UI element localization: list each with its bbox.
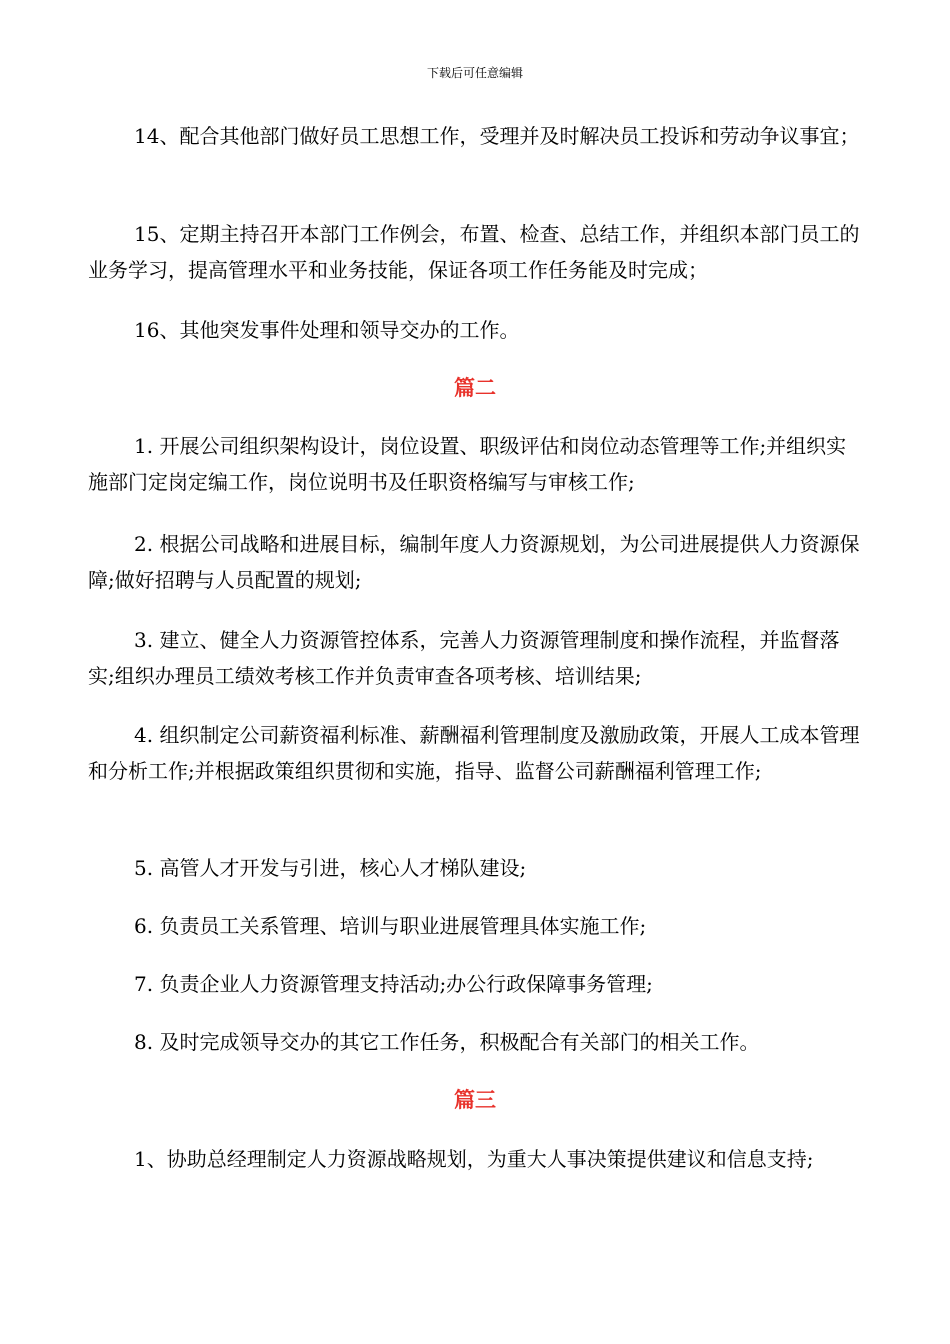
paragraph-14: 14、配合其他部门做好员工思想工作，受理并及时解决员工投诉和劳动争议事宜； <box>134 124 860 148</box>
paragraph-2-6: 6. 负责员工关系管理、培训与职业进展管理具体实施工作; <box>134 914 647 938</box>
page-header: 下载后可任意编辑 <box>426 66 523 80</box>
paragraph-2-5: 5. 高管人才开发与引进，核心人才梯队建设; <box>134 856 527 880</box>
paragraph-3-1: 1、协助总经理制定人力资源战略规划，为重大人事决策提供建议和信息支持; <box>134 1147 814 1171</box>
section-heading-2: 篇二 <box>454 375 496 400</box>
paragraph-15: 15、定期主持召开本部门工作例会，布置、检查、总结工作，并组织本部门员工的业务学习，提高管理水平和业务技能，保证各项工作任务能及时完成； <box>88 222 860 282</box>
paragraph-2-4: 4. 组织制定公司薪资福利标准、薪酬福利管理制度及激励政策，开展人工成本管理和分析工作;并根据政策组织贯彻和实施，指导、监督公司薪酬福利管理工作; <box>88 723 860 783</box>
paragraph-2-2: 2. 根据公司战略和进展目标，编制年度人力资源规划，为公司进展提供人力资源保障;做好招聘与人员配置的规划; <box>88 532 860 592</box>
paragraph-16: 16、其他突发事件处理和领导交办的工作。 <box>134 318 520 342</box>
section-heading-3: 篇三 <box>454 1087 496 1112</box>
paragraph-2-3: 3. 建立、健全人力资源管控体系，完善人力资源管理制度和操作流程，并监督落实;组织办理员工绩效考核工作并负责审查各项考核、培训结果; <box>88 628 840 688</box>
paragraph-2-1: 1. 开展公司组织架构设计，岗位设置、职级评估和岗位动态管理等工作;并组织实施部门定岗定编工作，岗位说明书及任职资格编写与审核工作; <box>88 434 847 494</box>
paragraph-2-8: 8. 及时完成领导交办的其它工作任务，积极配合有关部门的相关工作。 <box>134 1030 760 1054</box>
paragraph-2-7: 7. 负责企业人力资源管理支持活动;办公行政保障事务管理; <box>134 972 653 996</box>
